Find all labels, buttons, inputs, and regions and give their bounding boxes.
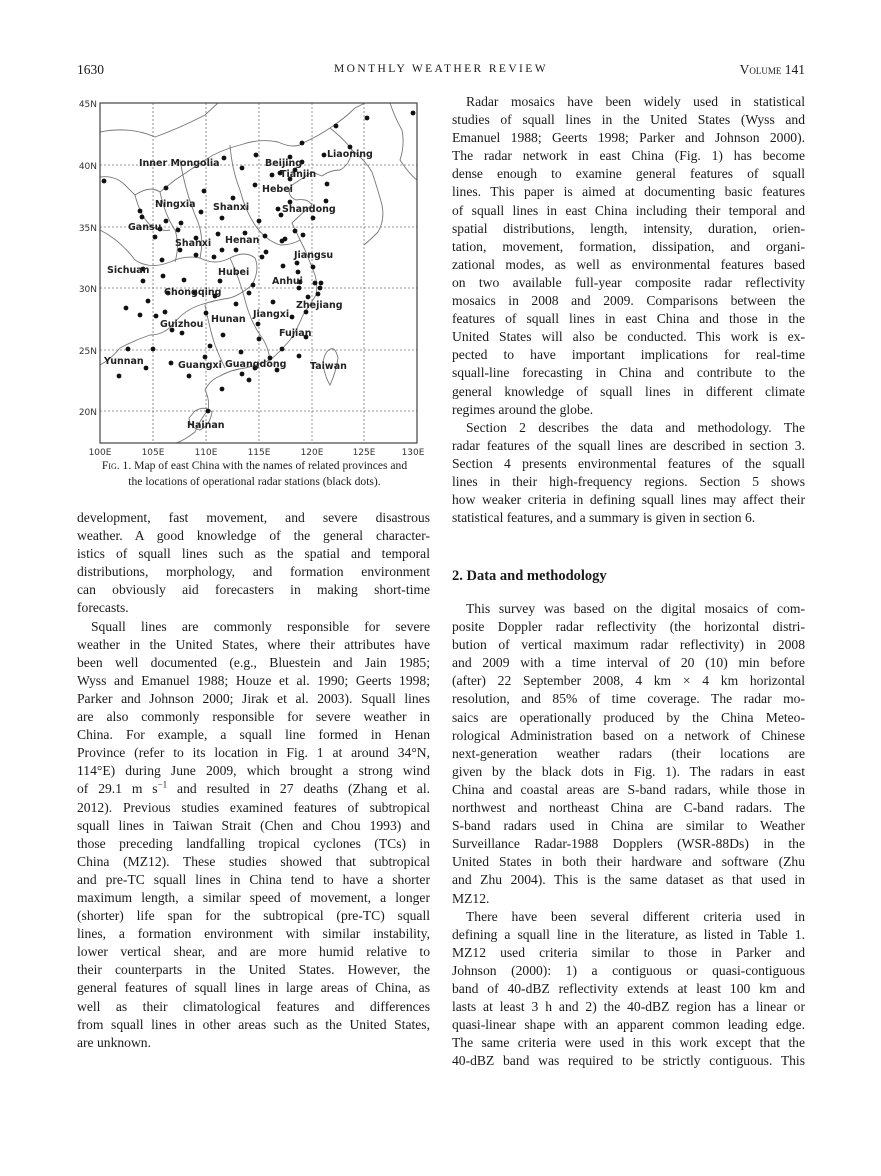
text-line: weather. A good knowledge of the general character- [77, 528, 430, 544]
text-line: lines in their high-frequency regions. Section 5 shows [452, 473, 805, 489]
text-line: There have been several different criteria used in [466, 908, 805, 924]
lon-tick-110e: 110E [194, 448, 218, 455]
lat-tick-40n: 40N [78, 162, 97, 172]
text-line: and pre-TC squall lines in China tend to have a shorter [77, 871, 430, 887]
text-line: squall-line forecasting in China and contribute to the [452, 365, 805, 381]
journal-title: MONTHLY WEATHER REVIEW [334, 63, 548, 75]
lat-tick-35n: 35N [78, 224, 97, 234]
text-line: can obviously aid forecasters in making short-time [77, 582, 430, 598]
text-line: istics of squall lines such as the spatial and temporal [77, 546, 430, 562]
text-line: MZ12. [452, 890, 490, 906]
text-line: northwest and northeast China are C-band radars. The [452, 800, 805, 816]
text-line: Wyss and Emanuel 1988; Houze et al. 1990; Geerts 1998; [77, 672, 430, 688]
label-tianjin: Tianjin [280, 169, 317, 180]
label-shandong: Shandong [282, 204, 336, 215]
lon-tick-100e: 100E [88, 448, 112, 455]
label-taiwan: Taiwan [310, 361, 347, 372]
wind-speed-text: of 29.1 m s [77, 781, 158, 797]
paragraph [77, 509, 430, 618]
text-line: China (MZ12). These studies showed that subtropical [77, 853, 430, 869]
label-beijing: Beijing [265, 158, 303, 169]
caption-line-2: the locations of operational radar stations (black dots). [128, 474, 381, 488]
text-line: 2012). Previous studies examined features of subtropical [77, 799, 430, 815]
paragraph [77, 618, 430, 1052]
text-line: Province (refer to its location in Fig. 1 at around 34°N, [77, 745, 430, 761]
text-line: China and coastal areas are S-band radars, while those in [452, 781, 805, 797]
label-jiangxi: Jiangxi [253, 309, 290, 320]
text-line: Parker and Johnson 2000; Jirak et al. 2003). Squall lines [77, 690, 430, 706]
running-head [77, 62, 805, 80]
text-line: rological Administration based on a network of Chinese [452, 727, 805, 743]
text-line: well as their climatological features and differences [77, 998, 430, 1014]
text-line: statistical features, and a summary is given in section 6. [452, 510, 756, 526]
text-line: on two available full-year composite radar reflectivity [452, 274, 805, 290]
text-line: of squall lines in east China including their temporal and [452, 202, 805, 218]
label-gansu: Gansu [128, 222, 162, 233]
text-line: general features of squall lines in large areas of China, as [77, 980, 430, 996]
map-lon-axis [89, 448, 425, 455]
figure-1-map [77, 95, 432, 455]
label-sichuan: Sichuan [107, 265, 150, 276]
text-line: been well documented (e.g., Bluestein and Jain 1985; [77, 654, 430, 670]
lon-tick-130e: 130E [401, 448, 425, 455]
label-shanxi-north: Shanxi [213, 202, 250, 213]
label-chongqing: Chongqing [164, 287, 222, 298]
label-jiangsu: Jiangsu [294, 250, 334, 261]
label-hainan: Hainan [187, 420, 225, 431]
label-ningxia: Ningxia [155, 199, 196, 210]
lon-tick-105e: 105E [141, 448, 165, 455]
text-line: lasts at least 3 h and 2) the 40-dBZ region has a linear or [452, 999, 805, 1015]
text-line: (after) 22 September 2008, 4 km × 4 km horizontal [452, 673, 805, 689]
text-line: The same criteria were used in this work except that the [452, 1035, 805, 1051]
province-labels [103, 149, 373, 431]
text-fragment: and resulted in 27 deaths (Zhang et al. [167, 781, 431, 797]
text-line: The radar network in east China (Fig. 1) has become [452, 148, 805, 164]
figure-label: Fig. 1. [101, 459, 132, 472]
text-line: (shorter) life span for the subtropical (pre-TC) squall [77, 908, 430, 924]
label-zhejiang: Zhejiang [296, 300, 343, 311]
text-line: are unknown. [77, 1034, 151, 1050]
text-line: those preceding landfalling tropical cyclones (TCs) in [77, 835, 430, 851]
text-line: lines, a formation environment with similar instability, [77, 926, 430, 942]
label-anhui: Anhui [272, 276, 303, 287]
text-line: Emanuel 1988; Geerts 1998; Parker and Johnson 2000). [452, 130, 805, 146]
text-line: zational modes, as well as environmental features based [452, 256, 805, 272]
lon-tick-120e: 120E [300, 448, 324, 455]
text-line: saics are operationally produced by the China Meteo- [452, 709, 805, 725]
text-line: Radar mosaics have been widely used in statistical [466, 94, 805, 109]
page-number: 1630 [77, 62, 104, 77]
text-line: Surveillance Radar-1988 Dopplers (WSR-88Ds) in the [452, 836, 805, 852]
superscript: −1 [157, 779, 168, 790]
text-line: given by the black dots in Fig. 1). The radars in east [452, 763, 805, 779]
label-guizhou: Guizhou [160, 319, 204, 330]
figure-caption [77, 458, 432, 489]
text-line: resolution, and 85% of time coverage. The radar mo- [452, 691, 805, 707]
text-line: quasi-linear shape with an apparent common leading edge. [452, 1017, 805, 1033]
text-line: 40-dBZ band was required to be strictly contiguous. This [452, 1053, 805, 1069]
lat-tick-30n: 30N [78, 285, 97, 295]
text-line: features of squall lines in east China and those in the [452, 311, 805, 327]
text-line: dense enough to examine general features of squall [452, 166, 805, 182]
text-line: and Zhu 2004). This is the same dataset as that used in [452, 872, 805, 888]
text-line: forecasts. [77, 600, 129, 616]
label-guangxi: Guangxi [178, 360, 222, 371]
text-line: their counterparts in the United States. However, the [77, 962, 430, 978]
left-column [77, 509, 430, 1052]
text-line: regimes around the globe. [452, 401, 594, 417]
text-line: spatial distributions, length, intensity, duration, orien- [452, 220, 805, 236]
lat-tick-20n: 20N [78, 408, 97, 418]
label-guangdong: Guangdong [225, 359, 287, 370]
label-henan: Henan [225, 235, 260, 246]
text-line: bution of vertical maximum radar reflectivity) in 2008 [452, 637, 805, 653]
text-line: United States in both their hardware and software (Zhu [452, 854, 805, 870]
lat-tick-25n: 25N [78, 347, 97, 357]
paragraph [452, 93, 805, 419]
text-line: are also commonly responsible for severe weather in [77, 709, 430, 725]
text-line: United States will also be conducted. This work is ex- [452, 329, 805, 345]
text-line: lower vertical shear, and are more humid relative to [77, 944, 430, 960]
volume-number: Volume 141 [739, 62, 805, 77]
paragraph [452, 600, 805, 908]
text-line: Section 4 presents environmental features of the squall [452, 455, 805, 471]
paragraph [452, 908, 805, 1071]
text-line: Section 2 describes the data and methodology. The [466, 419, 805, 435]
text-line [77, 780, 430, 798]
text-line: studies of squall lines in the United States (Wyss and [452, 112, 805, 128]
text-line: weather in the United States, where their attributes have [77, 636, 430, 652]
label-liaoning: Liaoning [327, 149, 373, 160]
text-line: pected to have important implications for real-time [452, 347, 805, 363]
right-column-top [452, 93, 805, 527]
text-line: mosaics in 2008 and 2009. Comparisons between the [452, 293, 805, 309]
text-line: defining a squall line in the literature, as listed in Table 1. [452, 926, 805, 942]
caption-line-1: Map of east China with the names of related provinces and [134, 459, 408, 472]
lon-tick-115e: 115E [247, 448, 271, 455]
label-shaanxi: Shanxi [175, 238, 212, 249]
text-line: distributions, morphology, and formation environment [77, 564, 430, 580]
label-hebei: Hebei [262, 184, 293, 195]
text-line: S-band radars used in China are similar to Weather [452, 818, 805, 834]
label-fujian: Fujian [279, 328, 312, 339]
text-line: 114°E) during June 2009, which brought a strong wind [77, 763, 430, 779]
text-line: and 2009 with a time interval of 20 (10) min before [452, 655, 805, 671]
text-line: China. For example, a squall line formed in Henan [77, 727, 430, 743]
text-line: This survey was based on the digital mosaics of com- [466, 601, 805, 616]
label-hubei: Hubei [218, 267, 250, 278]
lat-tick-45n: 45N [78, 100, 97, 110]
text-line: general knowledge of squall lines in different climate [452, 383, 805, 399]
text-line: maximum length, a similar speed of movement, a longer [77, 889, 430, 905]
text-line: next-generation weather radars (their locations are [452, 745, 805, 761]
text-line: MZ12 used criteria similar to those in Parker and [452, 944, 805, 960]
text-line: development, fast movement, and severe disastrous [77, 510, 430, 525]
paragraph [452, 419, 805, 528]
lon-tick-125e: 125E [352, 448, 376, 455]
label-yunnan: Yunnan [104, 356, 144, 367]
label-hunan: Hunan [211, 314, 246, 325]
text-line: from squall lines in other areas such as the United States, [77, 1016, 430, 1032]
text-line: how weaker criteria in defining squall lines may affect their [452, 492, 805, 508]
text-line: squall lines in Taiwan Strait (Chen and Chou 1993) and [77, 817, 430, 833]
text-line: band of 40-dBZ reflectivity extends at least 100 km and [452, 980, 805, 996]
right-column-bottom [452, 600, 805, 1070]
text-line: posite Doppler radar reflectivity (the horizontal distri- [452, 619, 805, 635]
text-line: Squall lines are commonly responsible for severe [91, 618, 430, 634]
label-inner-mongolia: Inner Mongolia [139, 158, 220, 169]
map-lat-axis [79, 100, 97, 418]
text-line: radar features of the squall lines are described in section 3. [452, 437, 805, 453]
text-line: Johnson (2000): 1) a contiguous or quasi-contiguous [452, 962, 805, 978]
text-line: tation, movement, formation, dissipation, and organi- [452, 238, 805, 254]
section-heading: 2. Data and methodology [452, 568, 607, 584]
text-line: lines. This paper is aimed at documenting basic features [452, 184, 805, 200]
china-radar-map [77, 95, 432, 455]
